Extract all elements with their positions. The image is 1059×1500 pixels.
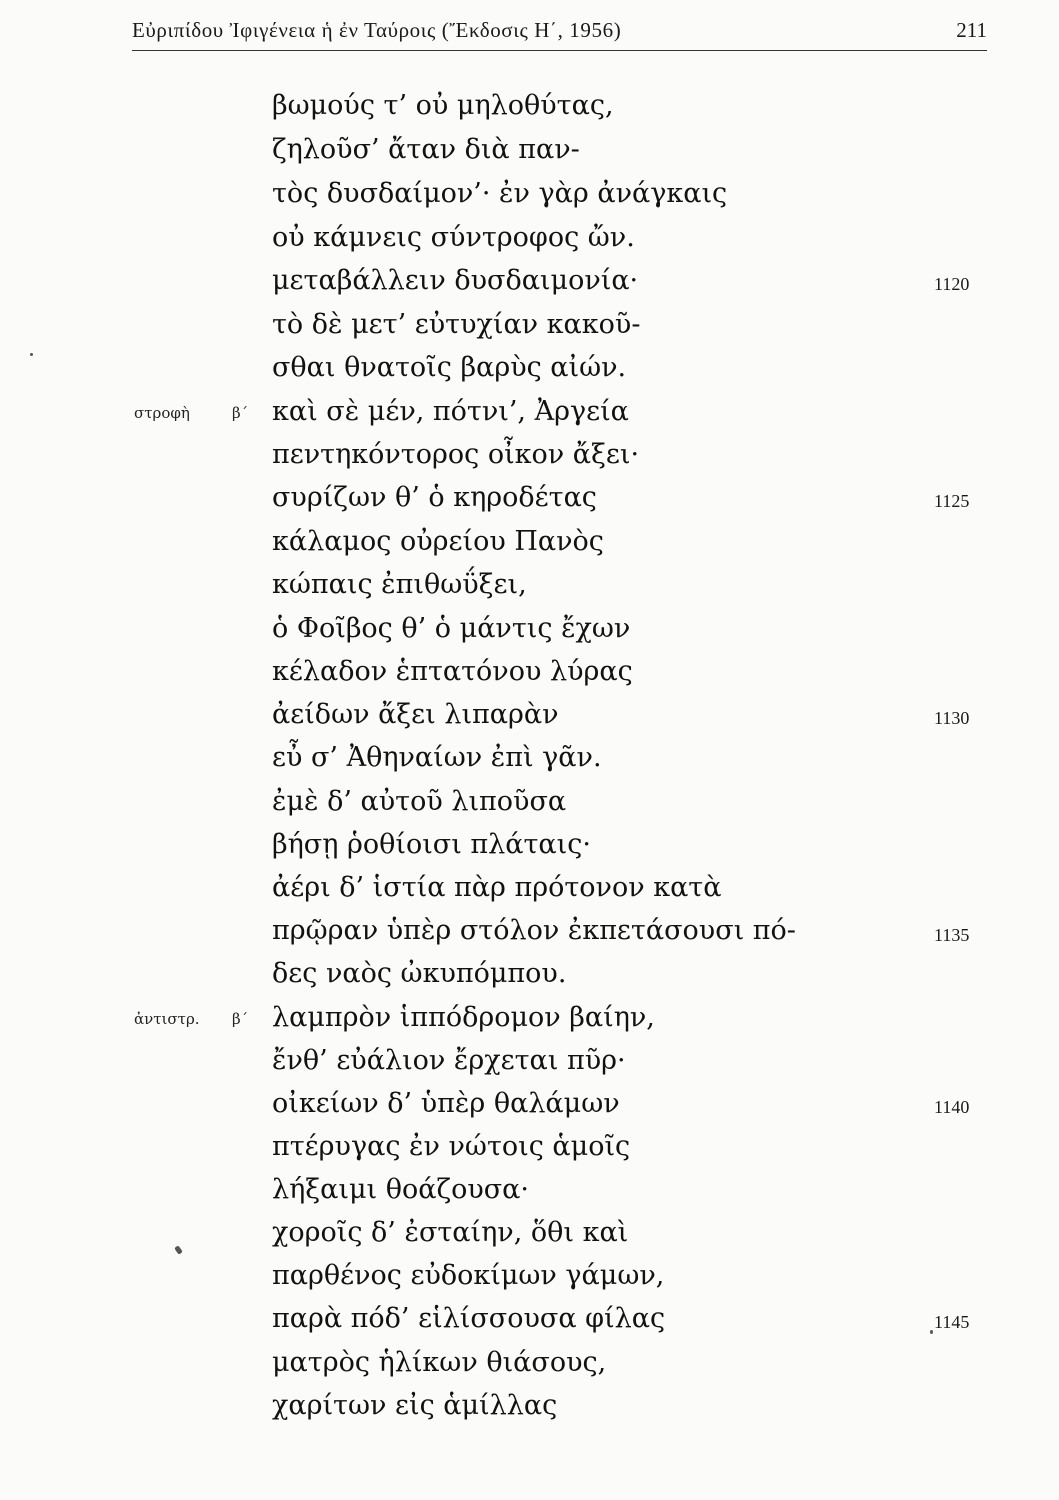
verse-line: τὸς δυσδαίμον’· ἐν γὰρ ἀνάγκαις bbox=[272, 178, 728, 209]
header-rule bbox=[132, 50, 987, 51]
verse-line: οἰκείων δ’ ὑπὲρ θαλάμων bbox=[272, 1088, 620, 1119]
line-number: 1140 bbox=[934, 1097, 970, 1117]
paper-speck bbox=[30, 353, 33, 356]
verse-line: ἐμὲ δ’ αὐτοῦ λιποῦσα bbox=[272, 786, 567, 817]
paper-speck bbox=[174, 1245, 183, 1254]
verse-line: ἀείδων ἄξει λιπαρὰν bbox=[272, 699, 559, 730]
verse-line: χοροῖς δ’ ἐσταίην, ὅθι καὶ bbox=[272, 1217, 629, 1248]
page-number: 211 bbox=[956, 18, 987, 42]
verse-line: ματρὸς ἡλίκων θιάσους, bbox=[272, 1347, 607, 1378]
verse-line: βήσῃ ῥοθίοισι πλάταις· bbox=[272, 829, 591, 860]
verse-line: ζηλοῦσ’ ἄταν διὰ παν- bbox=[272, 134, 580, 165]
antistrophe-number: β΄ bbox=[232, 1010, 249, 1028]
verse-line: μεταβάλλειν δυσδαιμονία· bbox=[272, 265, 639, 296]
verse-line: κάλαμος οὐρείου Πανὸς bbox=[272, 526, 604, 557]
verse-line: κώπαις ἐπιθωΰξει, bbox=[272, 569, 527, 600]
line-number: 1135 bbox=[934, 925, 970, 945]
verse-line: ἔνθ’ εὐάλιον ἔρχεται πῦρ· bbox=[272, 1045, 626, 1076]
verse-line: τὸ δὲ μετ’ εὐτυχίαν κακοῦ- bbox=[272, 309, 641, 340]
verse-line: κέλαδον ἑπτατόνου λύρας bbox=[272, 656, 633, 687]
running-header bbox=[132, 18, 987, 58]
verse-line: καὶ σὲ μέν, πότνι’, Ἀργεία bbox=[272, 396, 629, 427]
verse-line: λήξαιμι θοάζουσα· bbox=[272, 1174, 529, 1205]
verse-line: λαμπρὸν ἱππόδρομον βαίην, bbox=[272, 1002, 655, 1033]
paper-speck bbox=[930, 1330, 933, 1334]
verse-line: οὐ κάμνεις σύντροφος ὤν. bbox=[272, 222, 635, 253]
verse-line: δες ναὸς ὠκυπόμπου. bbox=[272, 958, 567, 989]
verse-line: σθαι θνατοῖς βαρὺς αἰών. bbox=[272, 352, 627, 383]
line-number: 1145 bbox=[934, 1312, 970, 1332]
line-number: 1120 bbox=[934, 274, 970, 294]
line-number: 1130 bbox=[934, 708, 970, 728]
line-number: 1125 bbox=[934, 491, 970, 511]
verse-line: εὖ σ’ Ἀθηναίων ἐπὶ γᾶν. bbox=[272, 742, 602, 773]
header-title: Εὐριπίδου Ἰφιγένεια ἡ ἐν Ταύροις (Ἔκδοσις Η΄, 1956) bbox=[132, 18, 622, 42]
verse-line: βωμούς τ’ οὐ μηλοθύτας, bbox=[272, 90, 614, 121]
verse-line: συρίζων θ’ ὁ κηροδέτας bbox=[272, 482, 597, 513]
verse-line: παρθένος εὐδοκίμων γάμων, bbox=[272, 1260, 665, 1291]
antistrophe-label: ἀντιστρ. bbox=[134, 1010, 200, 1028]
verse-line: παρὰ πόδ’ εἱλίσσουσα φίλας bbox=[272, 1303, 666, 1334]
verse-line: πτέρυγας ἐν νώτοις ἁμοῖς bbox=[272, 1131, 631, 1162]
strophe-number: β΄ bbox=[232, 404, 249, 422]
verse-line: ἀέρι δ’ ἱστία πὰρ πρότονον κατὰ bbox=[272, 872, 722, 903]
verse-line: ὁ Φοῖβος θ’ ὁ μάντις ἔχων bbox=[272, 613, 631, 644]
verse-line: πεντηκόντορος οἶκον ἄξει· bbox=[272, 439, 640, 470]
verse-line: πρῷραν ὑπὲρ στόλον ἐκπετάσουσι πό- bbox=[272, 915, 796, 946]
strophe-label: στροφὴ bbox=[134, 404, 190, 422]
verse-line: χαρίτων εἰς ἁμίλλας bbox=[272, 1390, 558, 1421]
